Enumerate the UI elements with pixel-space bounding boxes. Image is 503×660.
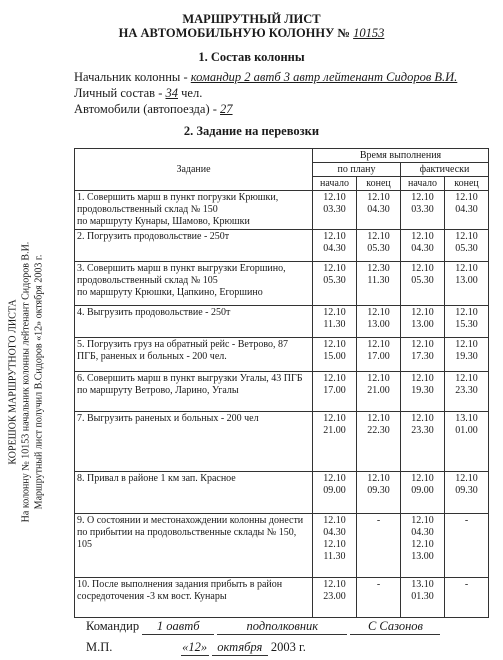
time-cell-fact-end: [445, 262, 489, 306]
header-plan: по плану: [313, 163, 401, 177]
time-value: 12.10: [323, 539, 346, 550]
time-cell-plan-end: [357, 514, 401, 578]
time-value: 09.00: [323, 485, 346, 496]
section1-title: 1. Состав колонны: [198, 50, 305, 64]
time-value: 12.10: [411, 307, 434, 318]
time-value: 12.10: [323, 579, 346, 590]
time-cell-plan-end: [357, 262, 401, 306]
time-value: 13.00: [411, 319, 434, 330]
time-cell-fact-start: [401, 306, 445, 338]
task-cell: [75, 230, 313, 262]
time-cell-plan-end: [357, 191, 401, 230]
time-cell-fact-end: [445, 230, 489, 262]
time-value: 05.30: [455, 243, 478, 254]
stub-text: [7, 162, 46, 602]
time-value: 12.10: [323, 413, 346, 424]
time-value: 04.30: [455, 204, 478, 215]
time-value: 12.10: [323, 339, 346, 350]
time-value: 05.30: [323, 275, 346, 286]
time-value: 11.30: [367, 275, 390, 286]
time-value: 05.30: [367, 243, 390, 254]
time-value: 12.10: [323, 231, 346, 242]
time-value: 01.30: [411, 591, 434, 602]
time-value: 05.30: [411, 275, 434, 286]
time-cell-plan-start: [313, 472, 357, 514]
footer-rank: подполковник: [217, 619, 347, 635]
time-value: 12.10: [411, 263, 434, 274]
time-value: 12.10: [411, 231, 434, 242]
time-cell-plan-start: [313, 578, 357, 618]
time-cell-plan-start: [313, 191, 357, 230]
time-value: 15.30: [455, 319, 478, 330]
time-value: 17.30: [411, 351, 434, 362]
time-value: 12.10: [411, 373, 434, 384]
time-value: 13.00: [411, 551, 434, 562]
table-row: [75, 338, 489, 372]
time-value: 12.10: [411, 192, 434, 203]
task-text: по маршруту Крюшки, Цапкино, Егоршино: [77, 287, 263, 298]
time-value: 01.00: [455, 425, 478, 436]
task-text: 1. Совершить марш в пункт погрузки Крюшки, продовольственный склад № 150: [77, 192, 279, 215]
time-cell-plan-end: [357, 412, 401, 472]
task-cell: [75, 191, 313, 230]
table-row: [75, 514, 489, 578]
time-value: 04.30: [411, 243, 434, 254]
table-row: [75, 472, 489, 514]
table-row: [75, 306, 489, 338]
time-value: 15.00: [323, 351, 346, 362]
doc-number: 10153: [353, 26, 385, 40]
table-row: [75, 412, 489, 472]
time-cell-plan-end: [357, 372, 401, 412]
time-value: 12.10: [323, 192, 346, 203]
task-cell: [75, 578, 313, 618]
task-cell: [75, 306, 313, 338]
task-text: 5. Погрузить груз на обратный рейс - Ветрово, 87 ПГБ, раненых и больных - 200 чел.: [77, 339, 289, 362]
personnel-line: [74, 86, 202, 101]
time-value: 09.30: [367, 485, 390, 496]
task-text: по маршруту Кунары, Шамово, Крюшки: [77, 216, 250, 227]
time-value: 23.30: [455, 385, 478, 396]
stub-line3: Маршрутный лист получил В.Сидоров «12» октября 2003 г.: [33, 254, 45, 510]
task-cell: [75, 262, 313, 306]
table-row: [75, 230, 489, 262]
header-actual: фактически: [401, 163, 489, 177]
time-value: 04.30: [323, 527, 346, 538]
table-row: [75, 578, 489, 618]
time-value: 17.00: [323, 385, 346, 396]
footer-date-line: [86, 640, 306, 656]
task-cell: [75, 472, 313, 514]
footer-date-month: октября: [212, 640, 268, 656]
time-value: 19.30: [455, 351, 478, 362]
time-value: 12.10: [411, 339, 434, 350]
time-cell-plan-start: [313, 262, 357, 306]
task-cell: [75, 372, 313, 412]
time-value: 12.10: [455, 263, 478, 274]
time-cell-fact-end: [445, 191, 489, 230]
task-cell: [75, 338, 313, 372]
time-value: -: [464, 579, 469, 590]
time-value: 09.30: [455, 485, 478, 496]
header-plan-end: конец: [357, 177, 401, 191]
time-cell-fact-start: [401, 262, 445, 306]
task-text: 10. После выполнения задания прибыть в район сосредоточения -3 км вост. Кунары: [77, 579, 283, 602]
time-cell-fact-start: [401, 230, 445, 262]
time-value: 23.00: [323, 591, 346, 602]
task-text: по маршруту Ветрово, Ларино, Угалы: [77, 385, 239, 396]
task-text: 7. Выгрузить раненых и больных - 200 чел: [77, 413, 259, 424]
time-cell-fact-end: [445, 412, 489, 472]
header-fact-end: конец: [445, 177, 489, 191]
time-cell-fact-start: [401, 578, 445, 618]
doc-title-line2: [0, 26, 503, 41]
task-text: 6. Совершить марш в пункт выгрузки Угалы, 43 ПГБ: [77, 373, 303, 384]
vehicles-line: [74, 102, 233, 117]
commander-value: командир 2 автб 3 автр лейтенант Сидоров В.И.: [190, 70, 458, 84]
time-cell-fact-end: [445, 338, 489, 372]
personnel-label: Личный состав -: [74, 86, 166, 100]
time-value: 12.10: [323, 307, 346, 318]
task-text: 4. Выгрузить продовольствие - 250т: [77, 307, 231, 318]
time-cell-fact-start: [401, 372, 445, 412]
time-value: 12.10: [455, 339, 478, 350]
footer-date-year: 2003 г.: [270, 640, 306, 654]
time-cell-fact-end: [445, 578, 489, 618]
time-value: 12.10: [455, 473, 478, 484]
time-value: 03.30: [323, 204, 346, 215]
time-value: 03.30: [411, 204, 434, 215]
time-cell-fact-start: [401, 191, 445, 230]
table-row: [75, 191, 489, 230]
time-value: 12.10: [367, 231, 390, 242]
task-text: 8. Привал в районе 1 км зап. Красное: [77, 473, 236, 484]
time-value: 12.10: [367, 473, 390, 484]
time-cell-plan-end: [357, 306, 401, 338]
time-value: 21.00: [367, 385, 390, 396]
time-cell-plan-end: [357, 338, 401, 372]
time-value: 12.10: [455, 373, 478, 384]
time-cell-plan-start: [313, 372, 357, 412]
time-value: 12.10: [323, 373, 346, 384]
time-value: 13.00: [367, 319, 390, 330]
task-text: 3. Совершить марш в пункт выгрузки Егоршино, продовольственный склад № 105: [77, 263, 286, 286]
time-cell-plan-end: [357, 578, 401, 618]
commander-label: Начальник колонны -: [74, 70, 191, 84]
time-value: 12.10: [323, 473, 346, 484]
task-cell: [75, 514, 313, 578]
time-cell-plan-end: [357, 230, 401, 262]
time-value: 12.10: [367, 307, 390, 318]
time-value: 12.10: [455, 307, 478, 318]
tasks-table: [74, 148, 489, 618]
time-value: 23.30: [411, 425, 434, 436]
time-value: 22.30: [367, 425, 390, 436]
time-value: 12.10: [367, 339, 390, 350]
time-value: 04.30: [367, 204, 390, 215]
task-cell: [75, 412, 313, 472]
time-value: 17.00: [367, 351, 390, 362]
doc-title-line1: МАРШРУТНЫЙ ЛИСТ: [182, 12, 321, 26]
time-value: 13.10: [455, 413, 478, 424]
time-value: 12.10: [367, 373, 390, 384]
time-value: 19.30: [411, 385, 434, 396]
vehicles-label: Автомобили (автопоезда) -: [74, 102, 221, 116]
personnel-value: 34: [165, 86, 178, 100]
stub-line1: КОРЕШОК МАРШРУТНОГО ЛИСТА: [7, 299, 19, 465]
time-value: 12.10: [411, 473, 434, 484]
footer-date-day: «12»: [182, 640, 208, 654]
time-cell-fact-start: [401, 514, 445, 578]
time-cell-fact-start: [401, 412, 445, 472]
time-value: 09.00: [411, 485, 434, 496]
time-cell-fact-end: [445, 514, 489, 578]
table-row: [75, 372, 489, 412]
time-value: 11.30: [323, 319, 346, 330]
time-value: 04.30: [323, 243, 346, 254]
time-value: 12.10: [411, 413, 434, 424]
time-cell-plan-start: [313, 514, 357, 578]
time-cell-fact-end: [445, 372, 489, 412]
time-value: -: [464, 515, 469, 526]
time-cell-plan-start: [313, 306, 357, 338]
time-cell-fact-end: [445, 472, 489, 514]
time-cell-plan-end: [357, 472, 401, 514]
footer-signature-line: [86, 619, 440, 635]
time-value: 12.10: [411, 539, 434, 550]
time-value: 12.10: [323, 263, 346, 274]
doc-number-prefix: №: [337, 26, 350, 40]
time-value: 04.30: [411, 527, 434, 538]
commander-line: [74, 70, 457, 85]
time-cell-plan-start: [313, 338, 357, 372]
time-value: 13.10: [411, 579, 434, 590]
time-value: 21.00: [323, 425, 346, 436]
time-value: 12.10: [367, 192, 390, 203]
time-value: 12.10: [367, 413, 390, 424]
header-time: Время выполнения: [313, 149, 489, 163]
time-cell-fact-end: [445, 306, 489, 338]
time-value: -: [376, 579, 381, 590]
footer-stamp-label: М.П.: [86, 640, 113, 654]
time-value: 12.10: [323, 515, 346, 526]
task-text: 9. О состоянии и местонахождении колонны донести по прибытии на продовольственные склады № 150, 105: [77, 515, 304, 550]
time-cell-plan-start: [313, 412, 357, 472]
section2-title: 2. Задание на перевозки: [183, 124, 320, 138]
doc-title-text: НА АВТОМОБИЛЬНУЮ КОЛОННУ: [118, 26, 335, 40]
stub-line2: На колонну № 10153 начальник колонны лейтенант Сидоров В.И.: [20, 241, 32, 523]
time-value: 12.10: [455, 192, 478, 203]
time-value: 12.10: [455, 231, 478, 242]
vehicles-value: 27: [220, 102, 233, 116]
footer-commander-label: Командир: [86, 619, 140, 633]
header-fact-start: начало: [401, 177, 445, 191]
time-cell-plan-start: [313, 230, 357, 262]
time-cell-fact-start: [401, 472, 445, 514]
task-text: 2. Погрузить продовольствие - 250т: [77, 231, 230, 242]
footer-name: С Сазонов: [350, 619, 440, 635]
personnel-unit: чел.: [178, 86, 203, 100]
header-plan-start: начало: [313, 177, 357, 191]
time-value: 13.00: [455, 275, 478, 286]
time-value: 11.30: [323, 551, 346, 562]
header-task: Задание: [75, 149, 313, 191]
table-row: [75, 262, 489, 306]
time-value: 12.10: [411, 515, 434, 526]
time-value: 12.30: [367, 263, 390, 274]
time-cell-fact-start: [401, 338, 445, 372]
time-value: -: [376, 515, 381, 526]
footer-unit: 1 оавтб: [142, 619, 214, 635]
